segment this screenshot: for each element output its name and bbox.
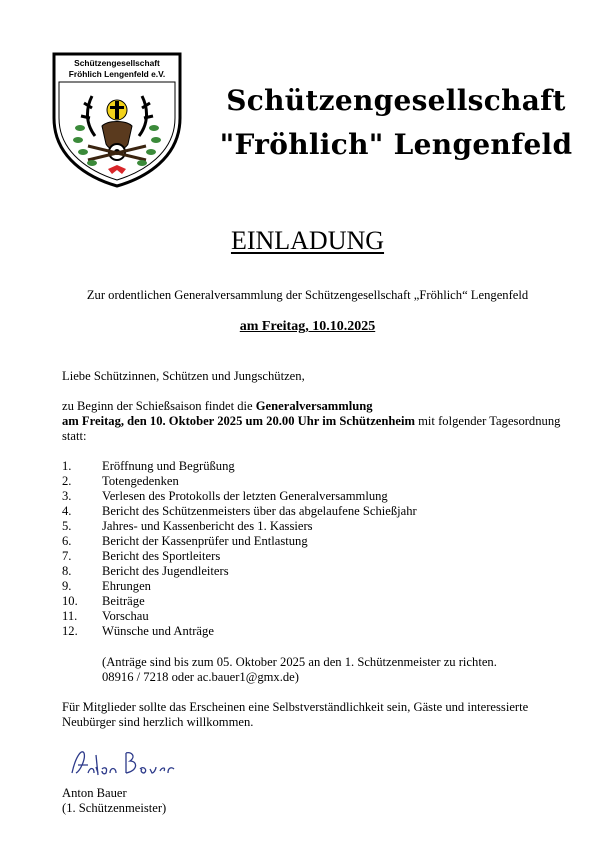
invitation-paragraph [62,399,562,444]
agenda-number: 2. [62,474,72,488]
proposals-note [102,655,542,685]
agenda-text: Jahres- und Kassenbericht des 1. Kassiers [102,519,313,533]
agenda-item [62,504,562,519]
agenda-item [62,594,562,609]
agenda-text: Eröffnung und Begrüßung [102,459,235,473]
agenda-number: 7. [62,549,72,563]
agenda-number: 8. [62,564,72,578]
signatory-name: Anton Bauer [62,786,127,800]
closing-paragraph: Für Mitglieder sollte das Erscheinen eine Selbstverständlichkeit sein, Gäste und interessierte Neubürger sind herzlich willkommen. [62,700,529,729]
document-heading: EINLADUNG [230,226,385,255]
agenda-text: Vorschau [102,609,149,623]
agenda-text: Bericht der Kassenprüfer und Entlastung [102,534,308,548]
agenda-number: 3. [62,489,72,503]
agenda-number: 1. [62,459,72,473]
para-post: mit folgender Tagesordnung statt: [62,414,561,443]
signatory-role: (1. Schützenmeister) [62,801,167,815]
agenda-text: Bericht des Sportleiters [102,549,221,563]
agenda-item [62,534,562,549]
agenda-item [62,579,562,594]
agenda-number: 6. [62,534,72,548]
para-pre: zu Beginn der Schießsaison findet die [62,399,256,413]
agenda-number: 12. [62,624,78,638]
greeting: Liebe Schützinnen, Schützen und Jungschützen, [62,369,305,383]
agenda-text: Verlesen des Protokolls der letzten Generalversammlung [102,489,388,503]
agenda-number: 4. [62,504,72,518]
para-bold-1: Generalversammlung [255,399,373,413]
agenda-text: Totengedenken [102,474,179,488]
agenda-number: 10. [62,594,78,608]
note-line1: (Anträge sind bis zum 05. Oktober 2025 an den 1. Schützenmeister zu richten. [102,655,497,669]
agenda-item [62,549,562,564]
agenda-text: Wünsche und Anträge [102,624,214,638]
agenda-text: Beiträge [102,594,145,608]
logo-text-line2: Fröhlich Lengenfeld e.V. [68,69,166,79]
note-line2: 08916 / 7218 oder ac.bauer1@gmx.de) [102,670,299,684]
club-title-line2: "Fröhlich" Lengenfeld [219,128,573,161]
agenda-text: Bericht des Jugendleiters [102,564,229,578]
agenda-item [62,564,562,579]
logo-text-line1: Schützengesellschaft [74,58,160,68]
agenda-number: 5. [62,519,72,533]
meeting-date: am Freitag, 10.10.2025 [239,319,376,334]
agenda-number: 11. [62,609,78,623]
agenda-item [62,474,562,489]
handwritten-signature [68,745,178,781]
agenda-text: Bericht des Schützenmeisters über das abgelaufene Schießjahr [102,504,417,518]
intro-line: Zur ordentlichen Generalversammlung der Schützengesellschaft „Fröhlich“ Lengenfeld [86,288,529,302]
agenda-item [62,459,562,474]
agenda-item [62,519,562,534]
agenda-item [62,624,562,639]
agenda-item [62,489,562,504]
agenda-text: Ehrungen [102,579,151,593]
club-title-line1: Schützengesellschaft [226,84,566,117]
agenda-list [62,459,562,639]
agenda-number: 9. [62,579,72,593]
para-bold-2: am Freitag, den 10. Oktober 2025 um 20.00 Uhr im Schützenheim [62,414,415,428]
agenda-item [62,609,562,624]
